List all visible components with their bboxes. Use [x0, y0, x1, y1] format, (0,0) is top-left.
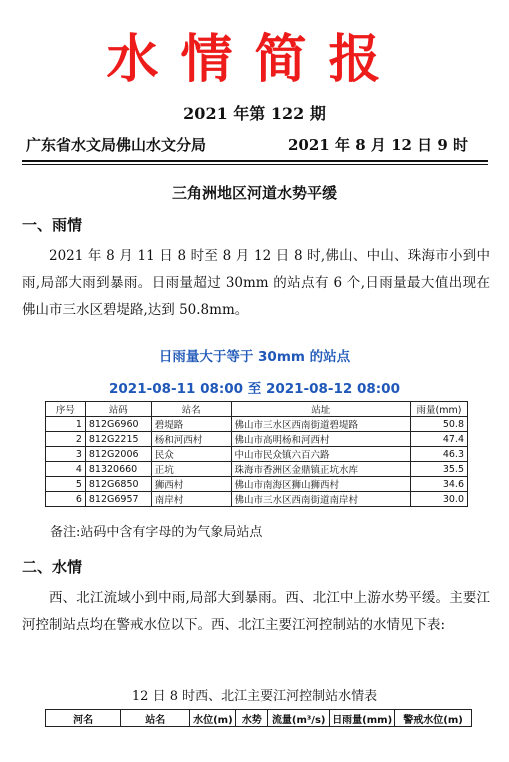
- col-header-water-level: 水位(m): [190, 710, 236, 727]
- station-code: 812G2006: [85, 447, 151, 462]
- row-no: 4: [46, 462, 86, 477]
- rainfall-value: 35.5: [411, 462, 468, 477]
- col-header-flow: 流量(m³/s): [268, 710, 330, 727]
- row-no: 6: [46, 492, 86, 507]
- table-row: [46, 477, 468, 492]
- issuing-agency: 广东省水文局佛山水文分局: [26, 136, 207, 154]
- table-row: [46, 492, 468, 507]
- section-water-heading: 二、水情: [22, 558, 83, 576]
- station-name: 正坑: [151, 462, 231, 477]
- rainfall-value: 46.3: [411, 447, 468, 462]
- headline: 三角洲地区河道水势平缓: [171, 184, 337, 202]
- col-header-code: 站码: [85, 402, 151, 417]
- station-code: 812G6957: [85, 492, 151, 507]
- water-table-caption: 12 日 8 时西、北江主要江河控制站水情表: [131, 689, 378, 704]
- col-header-address: 站址: [231, 402, 411, 417]
- rainfall-value: 34.6: [411, 477, 468, 492]
- station-code: 812G6850: [85, 477, 151, 492]
- section-rain-heading: 一、雨情: [22, 216, 83, 234]
- col-header-daily-rain: 日雨量(mm): [330, 710, 395, 727]
- table-row: [46, 462, 468, 477]
- rain-table-period: 2021-08-11 08:00 至 2021-08-12 08:00: [109, 381, 400, 397]
- col-header-river: 河名: [46, 710, 121, 727]
- station-code: 812G6960: [85, 417, 151, 432]
- row-no: 5: [46, 477, 86, 492]
- header-divider-thick: [22, 160, 488, 162]
- table-header-row: [46, 710, 472, 727]
- rainfall-value: 47.4: [411, 432, 468, 447]
- station-code: 812G2215: [85, 432, 151, 447]
- col-header-station: 站名: [121, 710, 190, 727]
- issue-date: 2021 年 8 月 12 日 9 时: [288, 136, 469, 154]
- table-row: [46, 447, 468, 462]
- station-name: 民众: [151, 447, 231, 462]
- header-divider-thin: [22, 164, 488, 165]
- section-rain-paragraph: 2021 年 8 月 11 日 8 时至 8 月 12 日 8 时,佛山、中山、珠海市小到中雨,局部大雨到暴雨。日雨量超过 30mm 的站点有 6 个,日雨量最大值出现在佛山市三水区碧堤路,达到 50.8mm。: [22, 248, 490, 318]
- station-address: 佛山市三水区西南街道南岸村: [231, 492, 411, 507]
- col-header-rainfall: 雨量(mm): [411, 402, 468, 417]
- station-address: 佛山市高明杨和河西村: [231, 432, 411, 447]
- table-header-row: [46, 402, 468, 417]
- rainfall-value: 50.8: [411, 417, 468, 432]
- table-note: 备注:站码中含有字母的为气象局站点: [50, 525, 263, 540]
- station-name: 杨和河西村: [151, 432, 231, 447]
- station-name: 狮西村: [151, 477, 231, 492]
- rainfall-value: 30.0: [411, 492, 468, 507]
- station-address: 佛山市三水区西南街道碧堤路: [231, 417, 411, 432]
- bulletin-title: 水情简报: [106, 29, 403, 90]
- row-no: 1: [46, 417, 86, 432]
- station-address: 中山市民众镇六百六路: [231, 447, 411, 462]
- issue-number: 2021 年第 122 期: [183, 104, 326, 123]
- rain-station-table: [45, 401, 468, 507]
- station-name: 南岸村: [151, 492, 231, 507]
- col-header-name: 站名: [151, 402, 231, 417]
- water-level-table: [45, 709, 472, 727]
- table-row: [46, 417, 468, 432]
- station-address: 珠海市香洲区金鼎镇正坑水库: [231, 462, 411, 477]
- station-code: 81320660: [85, 462, 151, 477]
- row-no: 2: [46, 432, 86, 447]
- col-header-trend: 水势: [236, 710, 268, 727]
- station-address: 佛山市南海区狮山狮西村: [231, 477, 411, 492]
- section-water-paragraph: 西、北江流域小到中雨,局部大到暴雨。西、北江中上游水势平缓。主要江河控制站点均在警戒水位以下。西、北江主要江河控制站的水情见下表:: [22, 590, 490, 633]
- rain-table-title: 日雨量大于等于 30mm 的站点: [158, 349, 351, 365]
- row-no: 3: [46, 447, 86, 462]
- table-row: [46, 432, 468, 447]
- col-header-warning-level: 警戒水位(m): [395, 710, 472, 727]
- col-header-no: 序号: [46, 402, 86, 417]
- station-name: 碧堤路: [151, 417, 231, 432]
